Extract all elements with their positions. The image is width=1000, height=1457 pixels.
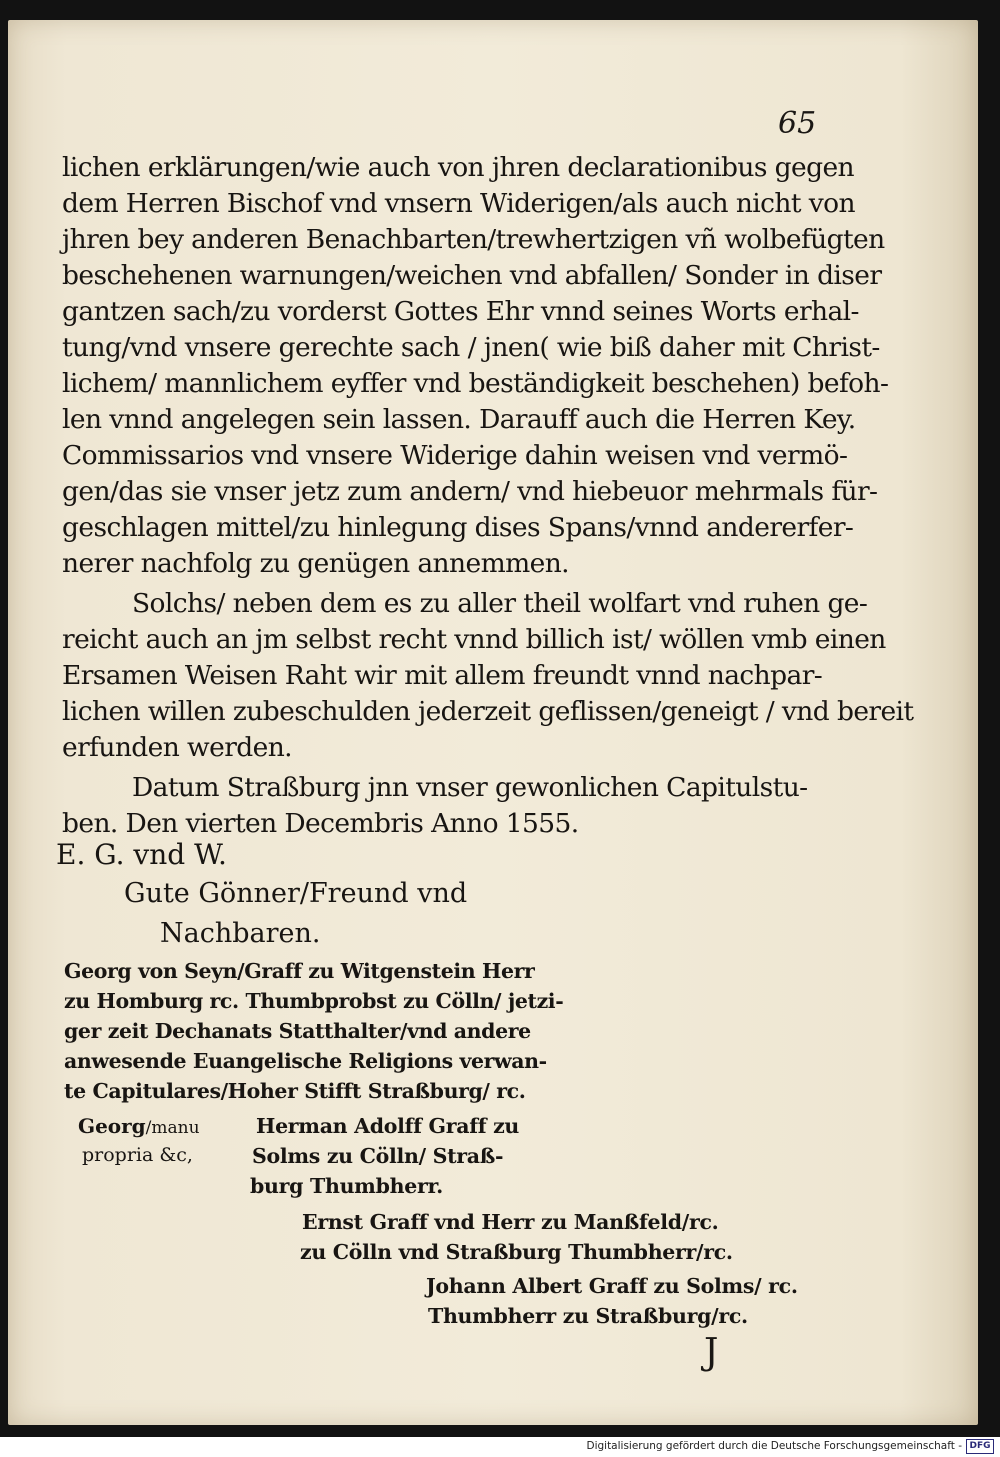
paragraph-line: lichen willen zubeschulden jederzeit geflissen/geneigt / vnd bereit	[62, 696, 914, 727]
signature-johann-line: Thumbherr zu Straßburg/rc.	[428, 1304, 748, 1328]
dfg-logo-icon: DFG	[966, 1439, 994, 1454]
signature-georg-manu: /manu	[145, 1118, 200, 1138]
signature-herman-line: Solms zu Cölln/ Straß-	[252, 1144, 504, 1168]
signature-ernst-line: Ernst Graff vnd Herr zu Manßfeld/rc.	[302, 1210, 719, 1234]
signature-herman-line: Herman Adolff Graff zu	[256, 1114, 520, 1138]
body-line: lichem/ mannlichem eyffer vnd beständigkeit beschehen) befoh-	[62, 368, 889, 399]
signature-herman-line: burg Thumbherr.	[250, 1174, 443, 1198]
book-page	[8, 20, 978, 1425]
salutation: E. G. vnd W.	[56, 838, 227, 871]
signature-georg-name: Georg	[78, 1114, 146, 1138]
body-line: tung/vnd vnsere gerechte sach / jnen( wie biß daher mit Christ-	[62, 332, 880, 363]
body-line: nerer nachfolg zu genügen annemmen.	[62, 548, 570, 579]
signature-johann-line: Johann Albert Graff zu Solms/ rc.	[426, 1274, 798, 1298]
body-line: beschehenen warnungen/weichen vnd abfallen/ Sonder in diser	[62, 260, 882, 291]
signature-line: zu Homburg rc. Thumbprobst zu Cölln/ jetzi-	[64, 989, 564, 1013]
date-line: Datum Straßburg jnn vnser gewonlichen Capitulstu-	[132, 772, 808, 803]
signature-georg	[78, 1114, 200, 1138]
paragraph-line: reicht auch an jm selbst recht vnnd billich ist/ wöllen vmb einen	[62, 624, 886, 655]
closing-line: Nachbaren.	[160, 918, 321, 949]
signature-line: anwesende Euangelische Religions verwan-	[64, 1049, 547, 1073]
signature-ernst-line: zu Cölln vnd Straßburg Thumbherr/rc.	[300, 1240, 733, 1264]
funding-notice: Digitalisierung gefördert durch die Deutsche Forschungsgemeinschaft -	[586, 1440, 962, 1452]
paragraph-line: erfunden werden.	[62, 732, 292, 763]
closing-line: Gute Gönner/Freund vnd	[124, 878, 468, 909]
body-line: len vnnd angelegen sein lassen. Darauff auch die Herren Key.	[62, 404, 856, 435]
paragraph-line: Solchs/ neben dem es zu aller theil wolfart vnd ruhen ge-	[132, 588, 868, 619]
page-number: 65	[778, 106, 817, 141]
body-line: geschlagen mittel/zu hinlegung dises Spans/vnnd andererfer-	[62, 512, 854, 543]
signature-line: ger zeit Dechanats Statthalter/vnd andere	[64, 1019, 531, 1043]
catchword: J	[704, 1332, 719, 1373]
date-line: ben. Den vierten Decembris Anno 1555.	[62, 808, 579, 839]
signature-line: te Capitulares/Hoher Stifft Straßburg/ rc.	[64, 1079, 526, 1103]
body-line: lichen erklärungen/wie auch von jhren declarationibus gegen	[62, 152, 855, 183]
body-line: dem Herren Bischof vnd vnsern Widerigen/als auch nicht von	[62, 188, 855, 219]
body-line: Commissarios vnd vnsere Widerige dahin weisen vnd vermö-	[62, 440, 848, 471]
body-line: jhren bey anderen Benachbarten/trewhertzigen vñ wolbefügten	[62, 224, 885, 255]
signature-block	[64, 956, 563, 1106]
body-line: gantzen sach/zu vorderst Gottes Ehr vnnd seines Worts erhal-	[62, 296, 859, 327]
body-line: gen/das sie vnser jetz zum andern/ vnd hiebeuor mehrmals für-	[62, 476, 878, 507]
signature-georg-propria: propria &c,	[82, 1144, 193, 1166]
signature-line: Georg von Seyn/Graff zu Witgenstein Herr	[64, 959, 535, 983]
footer-bar	[0, 1437, 1000, 1457]
paragraph-line: Ersamen Weisen Raht wir mit allem freundt vnnd nachpar-	[62, 660, 823, 691]
